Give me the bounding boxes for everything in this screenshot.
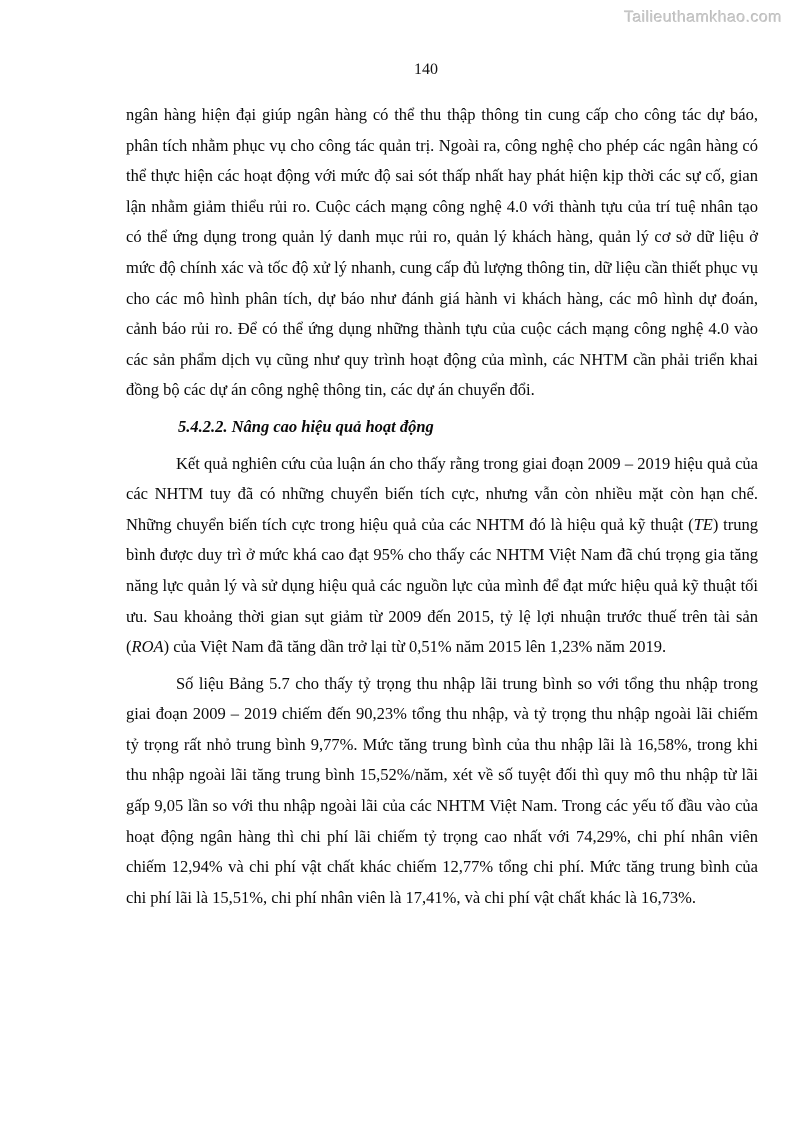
paragraph-continuation: ngân hàng hiện đại giúp ngân hàng có thể thu thập thông tin cung cấp cho công tác dự báo, phân tích nhằm phục vụ cho công tác quản trị. Ngoài ra, công nghệ cho phép các ngân hàng có thể thực hiện các hoạt động với mức độ sai sót thấp nhất hay phát hiện kịp thời các sự cố, gian lận nhằm giảm thiểu rủi ro. Cuộc cách mạng công nghệ 4.0 với thành tựu của trí tuệ nhân tạo có thể ứng dụng trong quản lý danh mục rủi ro, quản lý khách hàng, quản lý cơ sở dữ liệu ở mức độ chính xác và tốc độ xử lý nhanh, cung cấp đủ lượng thông tin, dữ liệu cần thiết phục vụ cho các mô hình phân tích, dự báo như đánh giá hành vi khách hàng, các mô hình dự đoán, cảnh báo rủi ro. Để có thể ứng dụng những thành tựu của cuộc cách mạng công nghệ 4.0 vào các sản phẩm dịch vụ cũng như quy trình hoạt động của mình, các NHTM cần phải triển khai đồng bộ các dự án công nghệ thông tin, các dự án chuyển đổi. xyxy=(126,105,758,400)
page-body xyxy=(126,100,758,919)
paragraph-efficiency-results: Kết quả nghiên cứu của luận án cho thấy rằng trong giai đoạn 2009 – 2019 hiệu quả của các NHTM tuy đã có những chuyển biến tích cực, nhưng vẫn còn nhiều mặt còn hạn chế. Những chuyển biến tích cực trong hiệu quả của các NHTM đó là hiệu quả kỹ thuật (TE) trung bình được duy trì ở mức khá cao đạt 95% cho thấy các NHTM Việt Nam đã chú trọng gia tăng năng lực quản lý và sử dụng hiệu quả các nguồn lực của mình để đạt mức hiệu quả kỹ thuật tối ưu. Sau khoảng thời gian sụt giảm từ 2009 đến 2015, tỷ lệ lợi nhuận trước thuế trên tài sản (ROA) của Việt Nam đã tăng dần trở lại từ 0,51% năm 2015 lên 1,23% năm 2019. xyxy=(126,453,758,657)
paragraph-table-5-7-figures: Số liệu Bảng 5.7 cho thấy tỷ trọng thu nhập lãi trung bình so với tổng thu nhập trong giai đoạn 2009 – 2019 chiếm đến 90,23% tổng thu nhập, và tỷ trọng thu nhập ngoài lãi chiếm tỷ trọng rất nhỏ trung bình 9,77%. Mức tăng trung bình của thu nhập lãi là 16,58%, trong khi thu nhập ngoài lãi tăng trung bình 15,52%/năm, xét về số tuyệt đối thì quy mô thu nhập từ lãi gấp 9,05 lần so với thu nhập ngoài lãi của các NHTM Việt Nam. Trong các yếu tố đầu vào của hoạt động ngân hàng thì chi phí lãi chiếm tỷ trọng cao nhất với 74,29%, chi phí nhân viên chiếm 12,94% và chi phí vật chất khác chiếm 12,77% tổng chi phí. Mức tăng trung bình của chi phí lãi là 15,51%, chi phí nhân viên là 17,41%, và chi phí vật chất khác là 16,73%. xyxy=(126,673,758,907)
section-heading: 5.4.2.2. Nâng cao hiệu quả hoạt động xyxy=(178,416,434,436)
watermark: Tailieuthamkhao.com xyxy=(624,9,782,26)
page-number: 140 xyxy=(414,61,438,78)
